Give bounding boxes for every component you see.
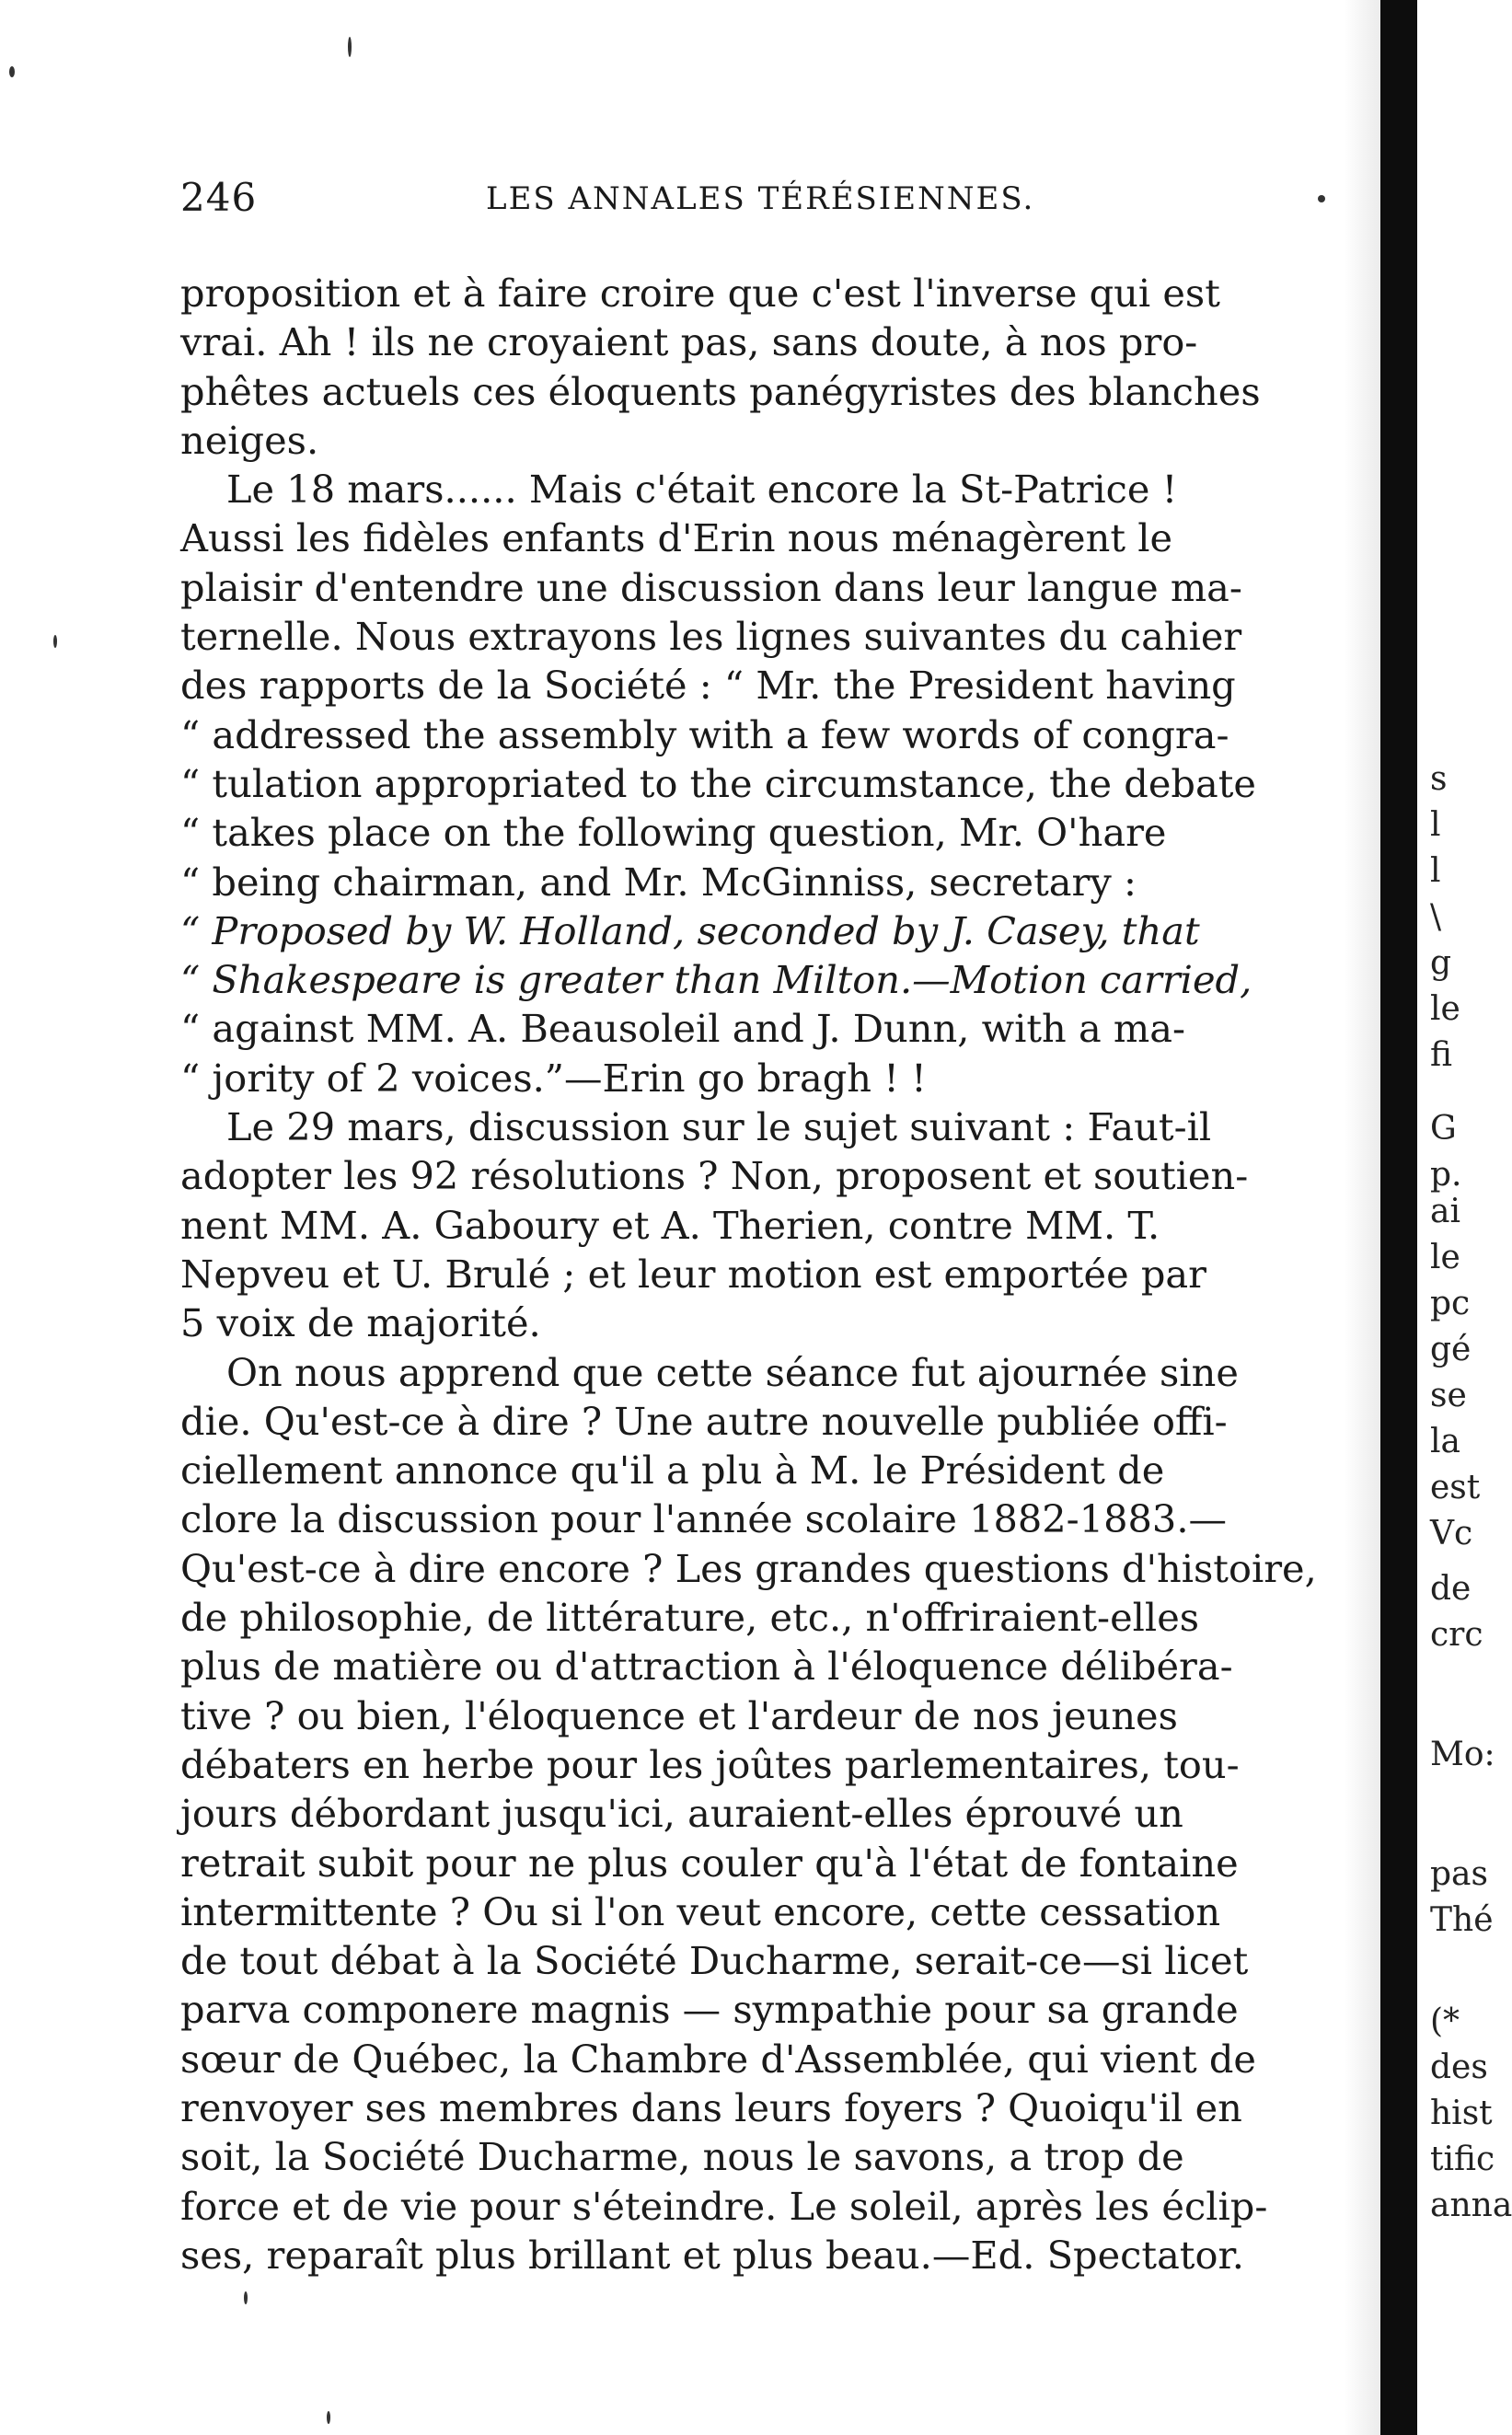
text-line-italic: “ Proposed by W. Holland, seconded by J. Casey, that xyxy=(180,907,1200,953)
bleed-fragment: pas xyxy=(1430,1855,1488,1893)
page-header xyxy=(180,175,1331,239)
page-number: 246 xyxy=(180,175,258,220)
text-line: “ tulation appropriated to the circumstance, the debate xyxy=(180,760,1256,806)
bleed-fragment: le xyxy=(1430,1239,1460,1276)
bleed-fragment: pc xyxy=(1430,1285,1471,1322)
bleed-fragment: fi xyxy=(1430,1036,1453,1074)
bleed-fragment: se xyxy=(1430,1377,1467,1414)
text-line: renvoyer ses membres dans leurs foyers ? Quoiqu'il en xyxy=(180,2084,1242,2130)
text-line: neiges. xyxy=(180,417,319,463)
bleed-fragment: Thé xyxy=(1430,1901,1494,1939)
text-line: clore la discussion pour l'année scolaire 1882-1883.— xyxy=(180,1496,1228,1542)
text-line: Le 18 mars...... Mais c'était encore la St-Patrice ! xyxy=(226,467,1178,513)
binding-gutter xyxy=(1380,0,1417,2435)
text-line: plus de matière ou d'attraction à l'éloquence délibéra- xyxy=(180,1644,1233,1690)
text-line: des rapports de la Société : “ Mr. the President having xyxy=(180,663,1236,709)
text-line: Aussi les fidèles enfants d'Erin nous ménagèrent le xyxy=(180,515,1173,561)
facing-page-bleed xyxy=(1417,0,1512,2435)
text-line: adopter les 92 résolutions ? Non, proposent et soutien- xyxy=(180,1153,1249,1199)
bleed-fragment: Vc xyxy=(1430,1515,1473,1552)
text-line: “ jority of 2 voices.”—Erin go bragh ! ! xyxy=(180,1055,927,1101)
text-line-italic: “ Shakespeare is greater than Milton.—Motion carried, xyxy=(180,957,1252,1003)
bleed-fragment: l xyxy=(1430,806,1441,844)
text-line: ciellement annonce qu'il a plu à M. le Président de xyxy=(180,1448,1165,1494)
scan-speck xyxy=(348,37,352,57)
bleed-fragment: crc xyxy=(1430,1616,1483,1654)
text-line: vrai. Ah ! ils ne croyaient pas, sans doute, à nos pro- xyxy=(180,319,1198,365)
text-line: sœur de Québec, la Chambre d'Assemblée, qui vient de xyxy=(180,2036,1256,2082)
text-line: 5 voix de majorité. xyxy=(180,1300,541,1346)
running-head: LES ANNALES TÉRÉSIENNES. xyxy=(486,180,1035,217)
scan-speck xyxy=(244,2291,248,2304)
bleed-fragment: des xyxy=(1430,2048,1488,2086)
gutter-shadow xyxy=(1344,0,1380,2435)
text-line: “ takes place on the following question, Mr. O'hare xyxy=(180,810,1167,856)
scan-speck xyxy=(53,635,57,648)
bleed-fragment: gé xyxy=(1430,1331,1472,1368)
text-line: On nous apprend que cette séance fut ajournée sine xyxy=(226,1349,1239,1395)
bleed-fragment: ai xyxy=(1430,1193,1460,1230)
text-line: plaisir d'entendre une discussion dans leur langue ma- xyxy=(180,564,1242,610)
text-line: Qu'est-ce à dire encore ? Les grandes questions d'histoire, xyxy=(180,1545,1317,1591)
scan-speck xyxy=(9,66,15,77)
bleed-fragment: la xyxy=(1430,1423,1460,1460)
bleed-fragment: anna xyxy=(1430,2187,1512,2224)
text-line: soit, la Société Ducharme, nous le savons, a trop de xyxy=(180,2134,1184,2180)
text-line: parva componere magnis — sympathie pour sa grande xyxy=(180,1987,1239,2033)
text-line: ternelle. Nous extrayons les lignes suivantes du cahier xyxy=(180,614,1242,660)
bleed-fragment: g xyxy=(1430,944,1452,982)
text-line: nent MM. A. Gaboury et A. Therien, contre MM. T. xyxy=(180,1202,1160,1248)
bleed-fragment: (* xyxy=(1430,2002,1460,2040)
text-line: tive ? ou bien, l'éloquence et l'ardeur de nos jeunes xyxy=(180,1692,1178,1738)
text-line: retrait subit pour ne plus couler qu'à l'état de fontaine xyxy=(180,1840,1239,1886)
text-line: Nepveu et U. Brulé ; et leur motion est emportée par xyxy=(180,1251,1206,1297)
text-line: ses, reparaît plus brillant et plus beau.—Ed. Spectator. xyxy=(180,2232,1244,2278)
bleed-fragment: G xyxy=(1430,1110,1457,1148)
bleed-fragment: \ xyxy=(1430,898,1442,936)
bleed-fragment: est xyxy=(1430,1469,1481,1506)
bleed-fragment: Mo: xyxy=(1430,1736,1495,1773)
bleed-fragment: p. xyxy=(1430,1156,1462,1194)
bleed-fragment: de xyxy=(1430,1570,1472,1608)
text-line: jours débordant jusqu'ici, auraient-elles éprouvé un xyxy=(180,1791,1183,1837)
text-line: débaters en herbe pour les joûtes parlementaires, tou- xyxy=(180,1741,1240,1787)
text-line: proposition et à faire croire que c'est l'inverse qui est xyxy=(180,271,1220,316)
text-line: Le 29 mars, discussion sur le sujet suivant : Faut-il xyxy=(226,1104,1212,1150)
bleed-fragment: l xyxy=(1430,852,1441,890)
scan-speck xyxy=(1318,195,1325,202)
bleed-fragment: hist xyxy=(1430,2095,1493,2132)
text-line: “ being chairman, and Mr. McGinniss, secretary : xyxy=(180,859,1137,905)
text-line: de tout débat à la Société Ducharme, serait-ce—si licet xyxy=(180,1938,1249,1984)
text-line: force et de vie pour s'éteindre. Le soleil, après les éclip- xyxy=(180,2183,1268,2229)
text-line: die. Qu'est-ce à dire ? Une autre nouvelle publiée offi- xyxy=(180,1398,1228,1444)
text-line: intermittente ? Ou si l'on veut encore, cette cessation xyxy=(180,1888,1221,1934)
bleed-fragment: le xyxy=(1430,990,1460,1028)
text-line: phêtes actuels ces éloquents panégyristes des blanches xyxy=(180,368,1261,414)
text-line: de philosophie, de littérature, etc., n'offriraient-elles xyxy=(180,1595,1200,1641)
bleed-fragment: s xyxy=(1430,760,1448,798)
bleed-fragment: tific xyxy=(1430,2141,1495,2178)
text-line: “ addressed the assembly with a few words of congra- xyxy=(180,711,1229,757)
scan-speck xyxy=(327,2411,330,2424)
text-line: “ against MM. A. Beausoleil and J. Dunn, with a ma- xyxy=(180,1006,1186,1052)
body-text xyxy=(180,269,1322,2279)
